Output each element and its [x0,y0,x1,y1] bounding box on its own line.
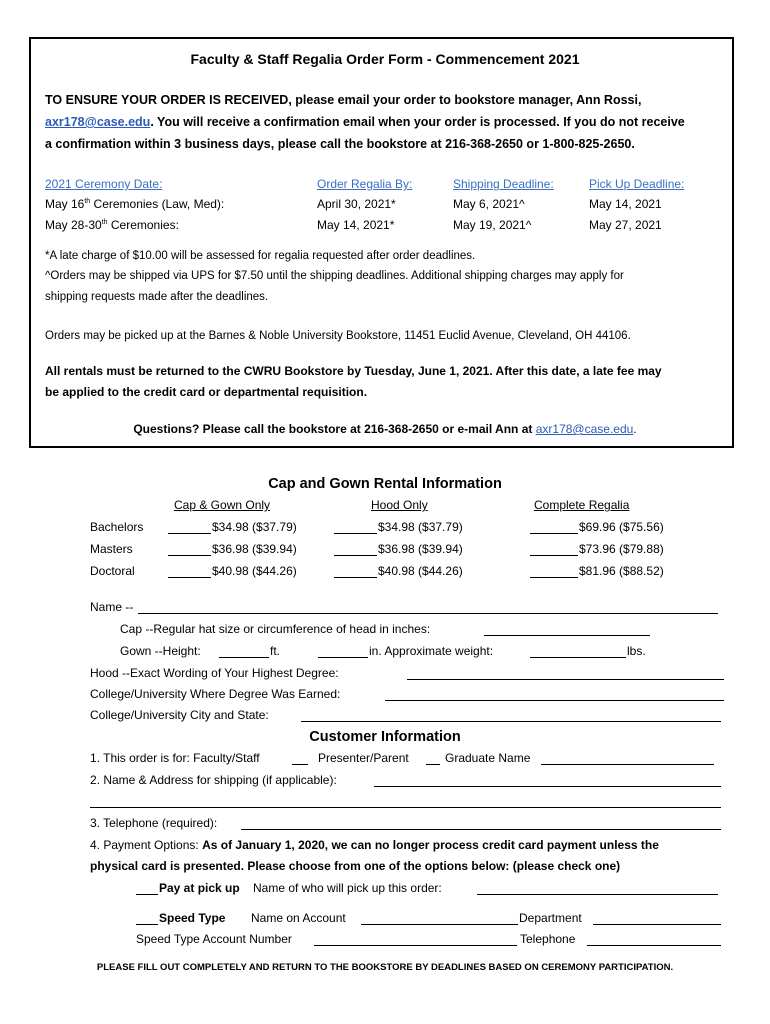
ceremony-date-2: May 28-30th Ceremonies: [45,218,179,232]
price-bachelors-hood: $34.98 ($37.79) [378,520,463,534]
speed-type-number-label: Speed Type Account Number [136,932,292,946]
name-on-account-line[interactable] [361,924,518,925]
degree-label-bachelors: Bachelors [90,520,144,534]
qty-line-bachelors-complete[interactable] [530,533,578,534]
order-for-label: 1. This order is for: Faculty/Staff [90,751,260,765]
weight-line[interactable] [530,657,626,658]
city-state-label: College/University City and State: [90,708,269,722]
pickup-name-label: Name of who will pick up this order: [253,881,442,895]
order-by-2: May 14, 2021* [317,218,395,232]
city-state-line[interactable] [301,721,721,722]
qty-line-bachelors-cap-gown[interactable] [168,533,211,534]
intro-line-3: a confirmation within 3 business days, please call the bookstore at 216-368-2650 or 1-800-825-2650. [45,137,635,151]
shipping-address-label: 2. Name & Address for shipping (if applicable): [90,773,337,787]
department-line[interactable] [593,924,721,925]
qty-line-doctoral-complete[interactable] [530,577,578,578]
intro-email-link[interactable]: axr178@case.edu [45,115,151,129]
name-on-account-label: Name on Account [251,911,346,925]
complete-regalia-header: Complete Regalia [534,498,630,512]
price-bachelors-complete: $69.96 ($75.56) [579,520,664,534]
telephone-line[interactable] [241,829,721,830]
late-charge-note: *A late charge of $10.00 will be assessed for regalia requested after order deadlines. [45,250,476,262]
telephone-label: 3. Telephone (required): [90,816,218,830]
order-by-1: April 30, 2021* [317,197,396,211]
ceremony-date-header: 2021 Ceremony Date: [45,177,163,191]
graduate-name-label: Graduate Name [445,751,531,765]
hood-degree-line[interactable] [407,679,724,680]
ship-deadline-2: May 19, 2021^ [453,218,532,232]
name-line[interactable] [138,613,718,614]
qty-line-masters-hood[interactable] [334,555,377,556]
faculty-staff-check-line[interactable] [292,764,308,765]
degree-label-masters: Masters [90,542,133,556]
customer-section-title: Customer Information [309,729,461,745]
ft-label: ft. [270,644,281,658]
footer-instruction: PLEASE FILL OUT COMPLETELY AND RETURN TO THE BOOKSTORE BY DEADLINES BASED ON CEREMONY PARTICIPATION. [96,962,674,973]
qty-line-doctoral-cap-gown[interactable] [168,577,211,578]
pickup-location-note: Orders may be picked up at the Barnes & Noble University Bookstore, 11451 Euclid Avenue, Cleveland, OH 44106. [45,330,631,342]
presenter-label: Presenter/Parent [318,751,409,765]
price-masters-complete: $73.96 ($79.88) [579,542,664,556]
price-doctoral-complete: $81.96 ($88.52) [579,564,664,578]
qty-line-masters-complete[interactable] [530,555,578,556]
shipping-deadline-header: Shipping Deadline: [453,177,554,191]
pickup-deadline-header: Pick Up Deadline: [589,177,685,191]
pickup-deadline-2: May 27, 2021 [589,218,662,232]
shipping-address-line-1[interactable] [374,786,721,787]
department-label: Department [519,911,582,925]
cap-size-label: Cap --Regular hat size or circumference of head in inches: [120,622,431,636]
pay-pickup-check-line[interactable] [136,894,158,895]
speed-type-label: Speed Type [159,911,226,925]
qty-line-doctoral-hood[interactable] [334,577,377,578]
graduate-name-line[interactable] [541,764,714,765]
rental-section-title: Cap and Gown Rental Information [268,476,502,492]
pay-at-pickup-label: Pay at pick up [159,881,240,895]
shipping-note-2: shipping requests made after the deadlines. [45,291,269,303]
degree-label-doctoral: Doctoral [90,564,135,578]
presenter-check-line[interactable] [426,764,440,765]
college-line[interactable] [385,700,724,701]
shipping-address-line-2[interactable] [90,807,721,808]
speed-type-number-line[interactable] [314,945,517,946]
height-in-line[interactable] [318,657,368,658]
price-masters-hood: $36.98 ($39.94) [378,542,463,556]
intro-line-1: TO ENSURE YOUR ORDER IS RECEIVED, please email your order to bookstore manager, Ann Rossi, [45,93,642,107]
form-title: Faculty & Staff Regalia Order Form - Commencement 2021 [190,51,580,67]
cap-gown-header: Cap & Gown Only [174,498,271,512]
qty-line-bachelors-hood[interactable] [334,533,377,534]
payment-options-line-2: physical card is presented. Please choose from one of the options below: (please check one) [90,859,621,873]
hood-degree-label: Hood --Exact Wording of Your Highest Degree: [90,666,339,680]
intro-line-2: axr178@case.edu. You will receive a confirmation email when your order is processed. If you do not receive [45,115,685,129]
price-doctoral-hood: $40.98 ($44.26) [378,564,463,578]
gown-height-label: Gown --Height: [120,644,201,658]
questions-line: Questions? Please call the bookstore at 216-368-2650 or e-mail Ann at axr178@case.edu. [133,422,637,436]
telephone-2-label: Telephone [520,932,576,946]
price-masters-cap-gown: $36.98 ($39.94) [212,542,297,556]
payment-options-line-1: 4. Payment Options: As of January 1, 2020, we can no longer process credit card payment unless the [90,838,659,852]
in-weight-label: in. Approximate weight: [369,644,494,658]
speed-type-check-line[interactable] [136,924,158,925]
return-policy-2: be applied to the credit card or departmental requisition. [45,385,368,399]
height-ft-line[interactable] [219,657,269,658]
qty-line-masters-cap-gown[interactable] [168,555,211,556]
price-doctoral-cap-gown: $40.98 ($44.26) [212,564,297,578]
pickup-name-line[interactable] [477,894,718,895]
shipping-note-1: ^Orders may be shipped via UPS for $7.50 until the shipping deadlines. Additional shipping charges may apply for [45,270,624,282]
lbs-label: lbs. [627,644,646,658]
telephone-2-line[interactable] [587,945,721,946]
name-label: Name -- [90,600,134,614]
hood-only-header: Hood Only [371,498,428,512]
ship-deadline-1: May 6, 2021^ [453,197,525,211]
price-bachelors-cap-gown: $34.98 ($37.79) [212,520,297,534]
order-by-header: Order Regalia By: [317,177,413,191]
cap-size-line[interactable] [484,635,650,636]
college-label: College/University Where Degree Was Earned: [90,687,341,701]
ceremony-date-1: May 16th Ceremonies (Law, Med): [45,197,225,211]
questions-email-link[interactable]: axr178@case.edu [535,422,634,436]
pickup-deadline-1: May 14, 2021 [589,197,662,211]
return-policy-1: All rentals must be returned to the CWRU Bookstore by Tuesday, June 1, 2021. After this date, a late fee may [45,364,662,378]
